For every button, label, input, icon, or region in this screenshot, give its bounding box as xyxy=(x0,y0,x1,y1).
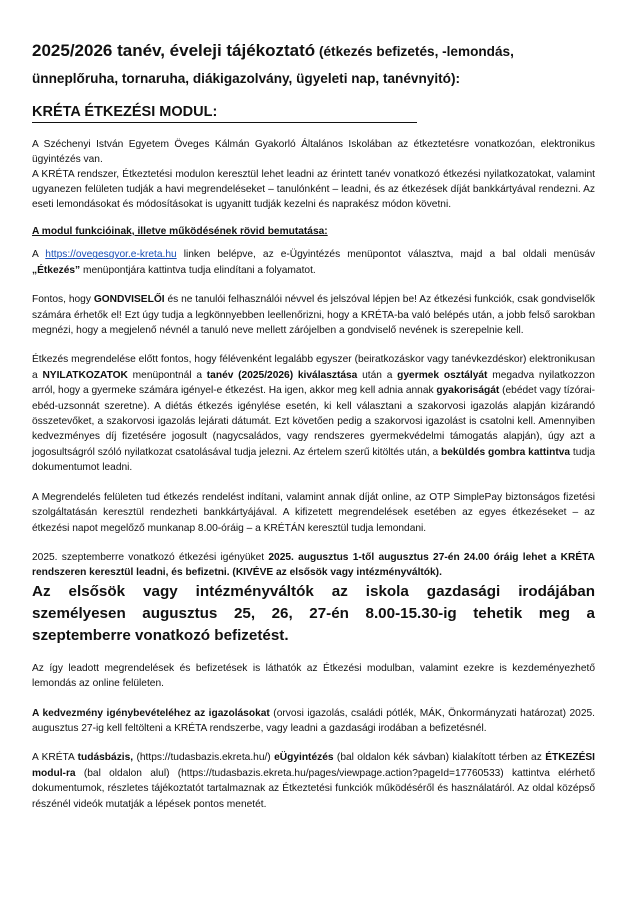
tud-b2: eÜgyintézés xyxy=(274,752,334,764)
megr-s4: megadva nyilatkozzon arról, hogy a gyermeke számára igényel-e étkezést. Ha igen, akkor meg kell adnia annak xyxy=(32,369,595,397)
szept-s1: 2025. szeptemberre vonatkozó étkezési igényüket xyxy=(32,551,269,563)
megr-b4: gyakoriságát xyxy=(436,385,500,397)
gondviseloi-bold: GONDVISELŐI xyxy=(93,294,165,306)
megrendeles-paragraph xyxy=(32,352,595,475)
section-heading: KRÉTA ÉTKEZÉSI MODUL: xyxy=(32,102,417,123)
tud-b3: ÉTKEZÉSI modul-ra xyxy=(32,752,596,779)
szeptember-paragraph xyxy=(32,550,595,581)
megr-s2: menüpontnál a xyxy=(127,369,207,381)
document-title xyxy=(32,38,595,92)
kreta-link[interactable]: https://ovegesgyor.e-kreta.hu xyxy=(45,249,177,261)
intro-paragraph-2: A KRÉTA rendszer, Étkeztetési modulon keresztül lehet leadni az érintett tanév vonatkozó étkezési nyilatkozatokat, valamint ugyanezen felületen tudják a havi megrendeléseket – tanulónként – leadni, és az étkezések díját bankkártyával rendezni. Az eseti lemondásokat és módosításokat is ugyanitt tudják kezelni és naprakész módon követni. xyxy=(32,169,595,210)
tud-s1: A KRÉTA xyxy=(32,752,78,764)
tud-s3: (bal oldalon kék sávban) kialakított térben az xyxy=(333,752,546,764)
elsosok-notice: Az elsősök vagy intézményváltók az iskola gazdasági irodájában személyesen augusztus 25, 26, 27-én 8.00-15.30-ig tehetik meg a szeptemberre vonatkozó befizetést. xyxy=(32,582,595,644)
intro-paragraph-1: A Széchenyi István Egyetem Öveges Kálmán Gyakorló Általános Iskolában az étkeztetésre vonatkozóan, elektronikus ügyintézés van. xyxy=(32,139,595,165)
megr-s1: Étkezés megrendelése előtt fontos, hogy félévenként legalább egyszer (beiratkozáskor vagy tanévkezdéskor) elektronikusan a xyxy=(32,354,595,381)
fontos-paragraph xyxy=(32,292,595,338)
title-subtitle: (étkezés befizetés, -lemondás, ünneplőruha, tornaruha, diákigazolvány, ügyeleti nap, tanévnyitó): xyxy=(32,44,514,86)
megr-s6: tudja dokumentumot leadni. xyxy=(32,446,596,474)
megr-b3: gyermek osztályát xyxy=(397,369,488,381)
fontos-post: és ne tanulói felhasználói névvel és jelszóval lépjen be! Az étkezési funkciók, csak gondviselők számára érhetők el! Ezt úgy tudja a legkönnyebben leellenőrizni, hogy a KRÉTA-ba való belépés után, a jobb felső sarokban megnézi, hogy a megjelenő névnél a tanuló neve mellett zárójelben a gondviselő nevének is szerepelnie kell. xyxy=(32,294,595,337)
szept-b1: 2025. augusztus 1-től augusztus 27-én 24.00 óráig lehet a KRÉTA rendszeren keresztül leadni, és befizetni. (KIVÉVE az elsősök vagy intézményváltók). xyxy=(32,551,596,579)
intro-block xyxy=(32,137,595,212)
tudasbazis-paragraph xyxy=(32,750,595,812)
kedvezmeny-paragraph xyxy=(32,706,595,737)
tud-s2: (https://tudasbazis.ekreta.hu/) xyxy=(133,752,275,764)
megr-b2: tanév (2025/2026) kiválasztása xyxy=(206,369,358,381)
megr-b5: beküldés gombra kattintva xyxy=(440,446,571,458)
megr-b1: NYILATKOZATOK xyxy=(42,369,128,381)
modul-subheading: A modul funkcióinak, illetve működésének rövid bemutatása: xyxy=(32,226,328,237)
title-main: 2025/2026 tanév, éveleji tájékoztató xyxy=(32,41,316,60)
link-para-post: menüpontjára kattintva tudja elindítani a folyamatot. xyxy=(80,264,316,276)
link-para-pre: A xyxy=(32,249,46,261)
latni-paragraph: Az így leadott megrendelések és befizetések is láthatók az Étkezési modulban, valamint ezekre is kezdeményezhető lemondás az online felületen. xyxy=(32,662,595,690)
link-para-mid: linken belépve, az e-Ügyintézés menüpontot választva, majd a bal oldali menüsáv xyxy=(176,249,595,261)
tud-s4: (bal oldalon alul) (https://tudasbazis.ekreta.hu/pages/viewpage.action?pageId=17760533) kattintva elérhető dokumentumok, részletes tájékoztatót tartalmaznak az Étkeztetési funkciók működéséről és használatáról. Az oldal középső részénél videók mutatják a lépések pontos menetét. xyxy=(32,767,595,810)
kedv-b1: A kedvezmény igénybevételéhez az igazolásokat xyxy=(32,707,270,719)
link-paragraph xyxy=(32,247,595,278)
megr-s3: után a xyxy=(357,369,398,381)
etkezes-menu-label: „Étkezés” xyxy=(32,264,81,276)
online-payment-paragraph: A Megrendelés felületen tud étkezés rendelést indítani, valamint annak díját online, az OTP SimplePay biztonságos fizetési szolgáltatásán keresztül rendezheti bankkártyájával. A kifizetett megrendelések esetében az egyes étkezéseket – az étkezési napot megelőző munkanap 8.00-óráig – a KRÉTÁN keresztül tudja lemondani. xyxy=(32,491,595,534)
tud-b1: tudásbázis, xyxy=(77,752,134,764)
kedv-s1: (orvosi igazolás, családi pótlék, MÁK, Önkormányzati határozat) 2025. augusztus 27-ig kell feltölteni a KRÉTA rendszerbe, vagy leadni a gazdasági irodában a befizetésnél. xyxy=(32,707,596,734)
megr-s5: (ebédet vagy tízórai-ebéd-uzsonnát szeretne). A diétás étkezés igénylése esetén, ki kell választani a szakorvosi igazolás alapján kizárandó összetevőket, a szakorvosi igazolás lejárati dátumát. Ezt követően pedig a szakorvosi igazolást is csatolni kell. Amennyiben kedvezményes díj fizetésére jogosult (nagycsaládos, vagy rendszeres gyermekvédelmi támogatás alapján), úgy azt a jogosultságról szóló nyilatkozat csatolásával tudja jelezni. Az értelem szerű kitöltés után, a xyxy=(32,385,596,458)
fontos-pre: Fontos, hogy xyxy=(32,294,94,306)
